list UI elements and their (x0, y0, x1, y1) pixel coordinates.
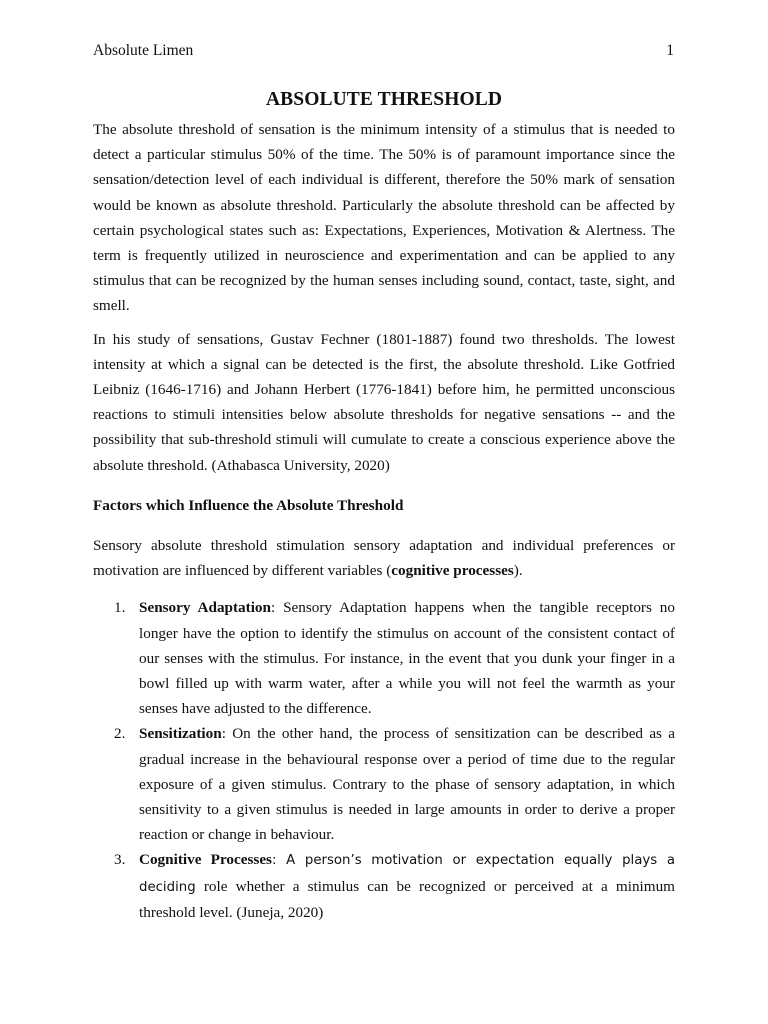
document-body (93, 117, 675, 925)
list-item (93, 847, 675, 925)
list-term: Sensory Adaptation (139, 599, 271, 617)
list-item (93, 721, 675, 847)
list-text: : Sensory Adaptation happens when the tangible receptors no longer have the option to identify the stimulus on account of the consistent contact of our senses with the stimulus. For instance, in the event that you dunk your finger in a bowl filled up with warm water, after a while you will not feel the warmth as your senses have adjusted to the difference. (139, 599, 675, 718)
list-text: : On the other hand, the process of sensitization can be described as a gradual increase in the behavioural response over a period of time due to the regular exposure of a given stimulus. Contrary to the phase of sensory adaptation, in which sensitivity to a given stimulus is needed in large amounts in order to derive a proper reaction or change in behaviour. (139, 725, 675, 844)
paragraph-variables (93, 533, 675, 583)
page-number: 1 (666, 42, 674, 59)
list-number: 1. (114, 599, 126, 617)
paragraph-variables-text: Sensory absolute threshold stimulation sensory adaptation and individual preferences or motivation are influenced by different variables ( (93, 537, 675, 580)
paragraph-variables-end: ). (513, 562, 523, 580)
list-text-alt-font: : A person’s motivation or expectation equally plays a deciding (139, 853, 675, 895)
running-header-title: Absolute Limen (93, 42, 194, 59)
list-number: 3. (114, 851, 126, 869)
paragraph-fechner: In his study of sensations, Gustav Fechner (1801-1887) found two thresholds. The lowest intensity at which a signal can be detected is the first, the absolute threshold. Like Gotfried Leibniz (1646-1716) and Johann Herbert (1776-1841) before him, he permitted unconscious reactions to stimuli intensities below absolute thresholds for negative sensations -- and the possibility that sub-threshold stimuli will cumulate to create a conscious experience above the absolute threshold. (Athabasca University, 2020) (93, 330, 675, 474)
paragraph-variables-bold: cognitive processes (391, 562, 514, 580)
list-term: Cognitive Processes (139, 851, 272, 869)
list-text: role whether a stimulus can be recognized or perceived at a minimum threshold level. (Juneja, 2020) (139, 877, 675, 921)
factors-list (93, 595, 675, 925)
list-term: Sensitization (139, 725, 222, 743)
paragraph-definition: The absolute threshold of sensation is the minimum intensity of a stimulus that is needed to detect a particular stimulus 50% of the time. The 50% is of paramount importance since the sensation/detection level of each individual is different, therefore the 50% mark of sensation would be known as absolute threshold. Particularly the absolute threshold can be affected by certain psychological states such as: Expectations, Experiences, Motivation & Alertness. The term is frequently utilized in neuroscience and experimentation and can be applied to any stimulus that can be recognized by the human senses including sound, contact, taste, sight, and smell. (93, 121, 675, 315)
list-number: 2. (114, 725, 126, 743)
section-heading: Factors which Influence the Absolute Threshold (93, 496, 404, 514)
document-title: ABSOLUTE THRESHOLD (265, 89, 503, 110)
list-item (93, 595, 675, 721)
